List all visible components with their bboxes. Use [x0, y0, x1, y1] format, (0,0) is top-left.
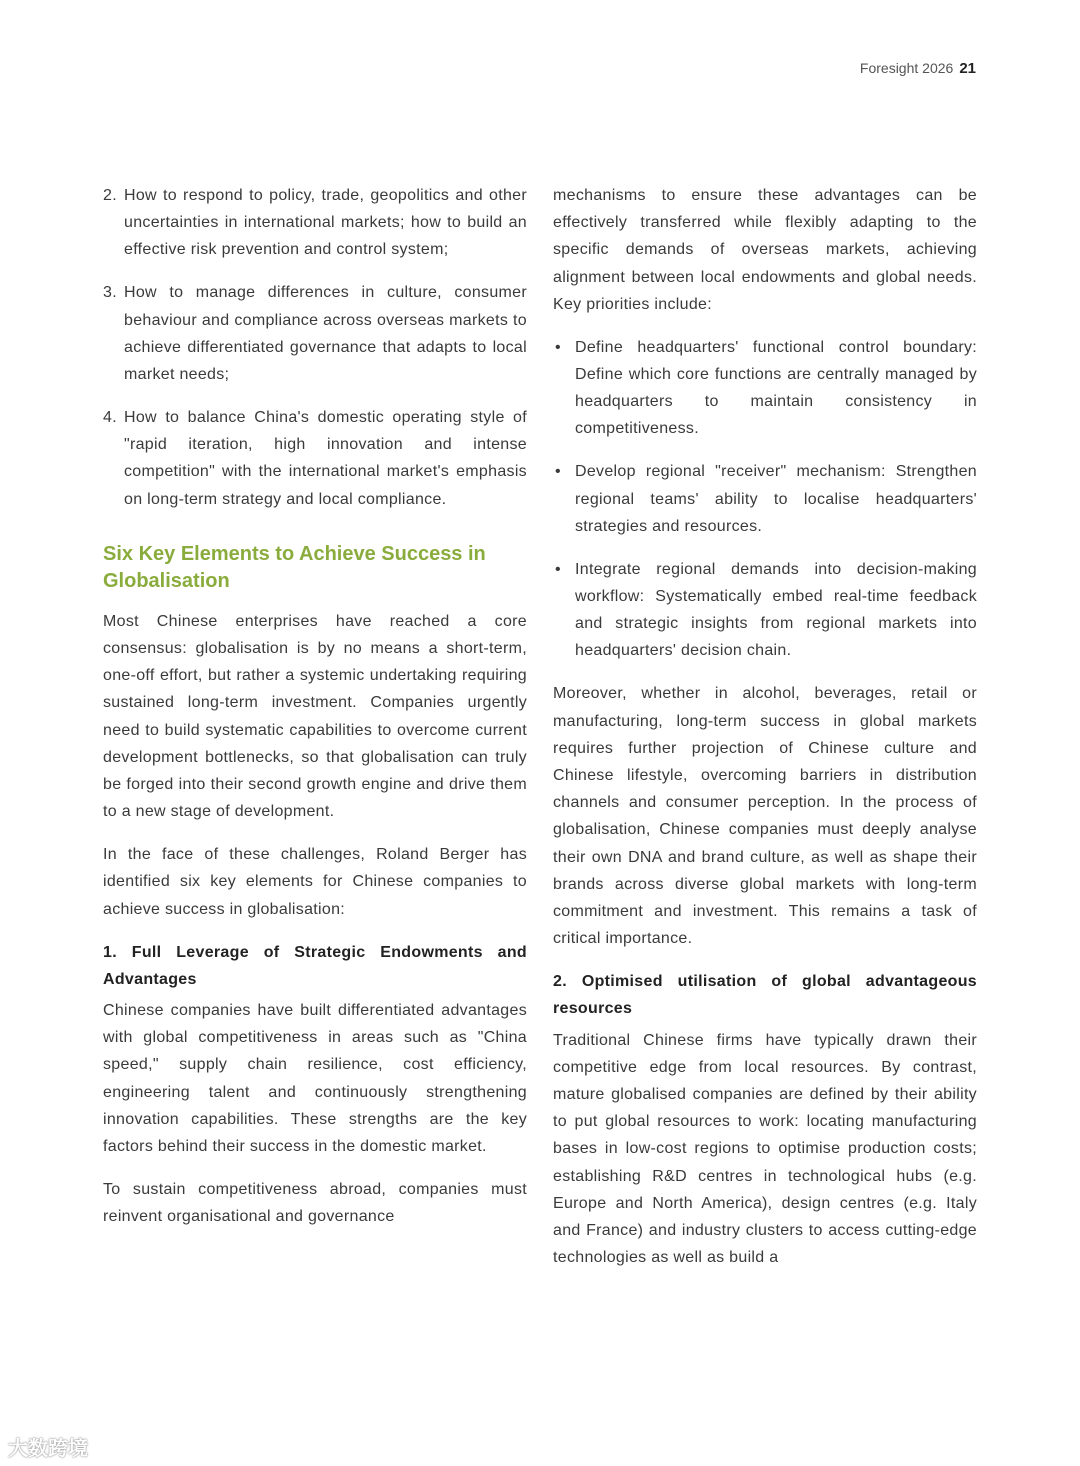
list-item [103, 182, 527, 264]
list-text: How to respond to policy, trade, geopolitics and other uncertainties in international markets; how to build an effective risk prevention and control system; [124, 187, 527, 259]
left-column [103, 182, 527, 1246]
bullet-icon: • [555, 463, 561, 481]
list-number: 3. [103, 284, 117, 302]
bullet-item [553, 556, 977, 665]
bullet-text: Define headquarters' functional control boundary: Define which core functions are centrally managed by headquarters to maintain consistency in competitiveness. [575, 338, 977, 438]
right-column [553, 182, 977, 1287]
bullet-text: Develop regional "receiver" mechanism: Strengthen regional teams' ability to localise headquarters' strategies and resources. [575, 463, 977, 535]
watermark-logo [8, 1432, 88, 1461]
paragraph: Traditional Chinese firms have typically drawn their competitive edge from local resources. By contrast, mature globalised companies are defined by their ability to put global resources to work: locating manufacturing bases in low-cost regions to optimise production costs; establishing R&D centres in technological hubs (e.g. Europe and North America), design centres (e.g. Italy and France) and industry clusters to access cutting-edge technologies as well as build a [553, 1031, 977, 1267]
subheading: 2. Optimised utilisation of global advantageous resources [553, 973, 977, 1018]
bullet-item [553, 458, 977, 540]
paragraph: To sustain competitiveness abroad, companies must reinvent organisational and governance [103, 1181, 527, 1226]
paragraph: In the face of these challenges, Roland Berger has identified six key elements for Chinese companies to achieve success in globalisation: [103, 846, 527, 918]
running-header [860, 60, 976, 77]
list-text: How to manage differences in culture, consumer behaviour and compliance across overseas markets to achieve differentiated governance that adapts to local market needs; [124, 284, 527, 384]
list-number: 2. [103, 187, 117, 204]
bullet-icon: • [555, 560, 561, 578]
list-item [103, 279, 527, 388]
list-number: 4. [103, 409, 117, 427]
list-text: How to balance China's domestic operating style of "rapid iteration, high innovation and intense competition" with the international market's emphasis on long-term strategy and local compliance. [124, 409, 527, 508]
watermark-text: 大数跨境 [8, 1438, 88, 1460]
paragraph: Most Chinese enterprises have reached a core consensus: globalisation is by no means a short-term, one-off effort, but rather a systemic undertaking requiring sustained long-term investment. Companies urgently need to build systematic capabilities to overcome current development bottlenecks, so that globalisation can truly be forged into their second growth engine and drive them to a new stage of development. [103, 612, 527, 821]
bullet-item [553, 334, 977, 443]
bullet-text: Integrate regional demands into decision-making workflow: Systematically embed real-time feedback and strategic insights from regional markets into headquarters' decision chain. [575, 560, 977, 660]
section-heading: Six Key Elements to Achieve Success in Globalisation [103, 542, 486, 593]
publication-title: Foresight 2026 [859, 60, 954, 76]
paragraph: mechanisms to ensure these advantages can be effectively transferred while flexibly adapting to the specific demands of overseas markets, achieving alignment between local endowments and global needs. Key priorities include: [553, 187, 977, 313]
page-number: 21 [959, 60, 976, 77]
paragraph: Chinese companies have built differentiated advantages with global competitiveness in areas such as "China speed," supply chain resilience, cost efficiency, engineering talent and continuously strengthening innovation capabilities. These strengths are the key factors behind their success in the domestic market. [103, 1002, 527, 1156]
paragraph: Moreover, whether in alcohol, beverages, retail or manufacturing, long-term success in global markets requires further projection of Chinese culture and Chinese lifestyle, overcoming barriers in distribution channels and consumer perception. In the process of globalisation, Chinese companies must deeply analyse their own DNA and brand culture, as well as shape their brands across diverse global markets with long-term commitment and investment. This remains a task of critical importance. [553, 685, 977, 948]
bullet-icon: • [555, 338, 561, 356]
subheading: 1. Full Leverage of Strategic Endowments and Advantages [103, 943, 527, 988]
list-item [103, 404, 527, 513]
